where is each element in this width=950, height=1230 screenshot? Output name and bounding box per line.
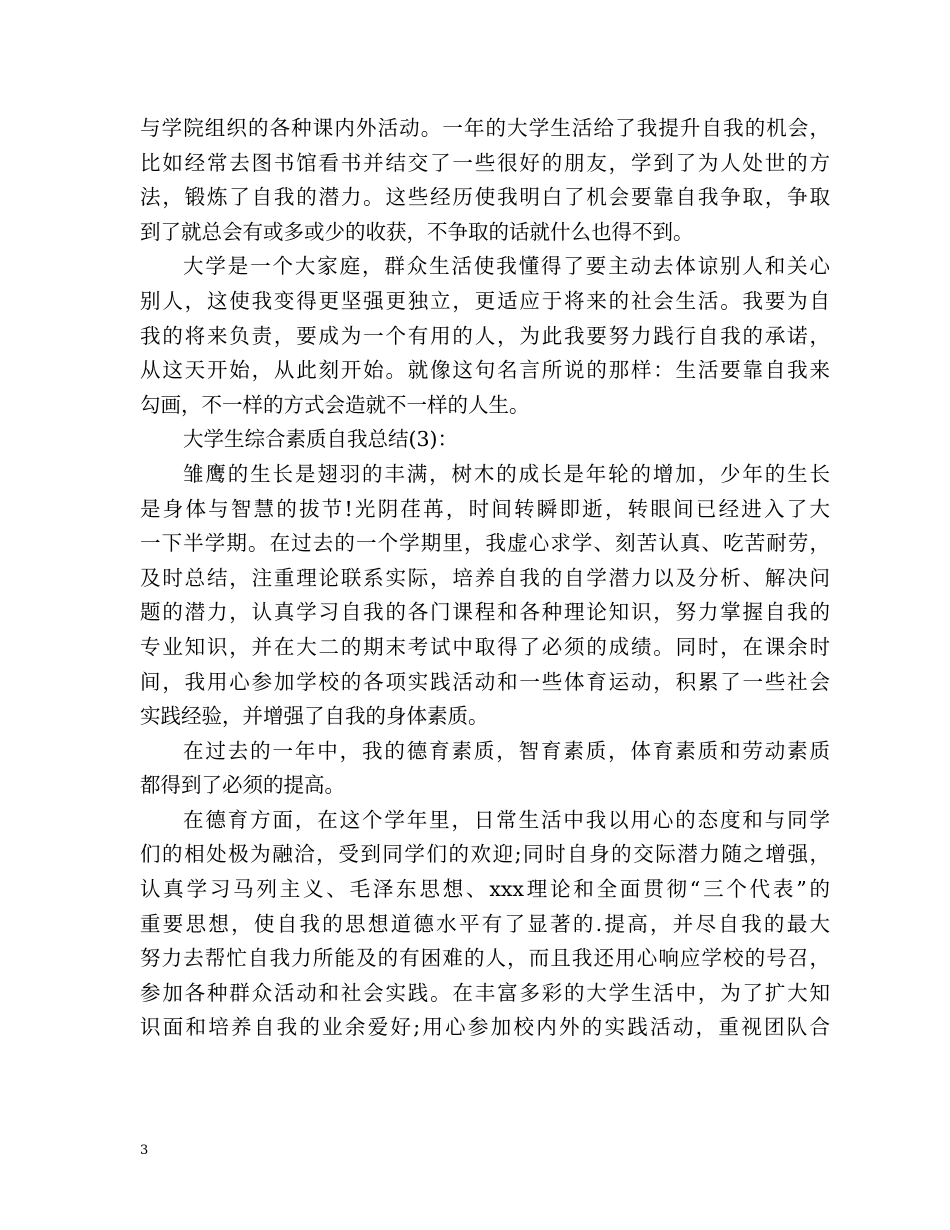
text-line: 间，我用心参加学校的各项实践活动和一些体育运动，积累了一些社会 [140, 669, 830, 694]
text-line: 大学是一个大家庭，群众生活使我懂得了要主动去体谅别人和关心 [183, 254, 830, 279]
text-line: 与学院组织的各种课内外活动。一年的大学生活给了我提升自我的机会， [140, 116, 830, 140]
text-line: 别人，这使我变得更坚强更独立，更适应于将来的社会生活。我要为自 [140, 288, 830, 313]
document-body [140, 111, 830, 1045]
text-line: 是身体与智慧的拔节!光阴荏苒，时间转瞬即逝，转眼间已经进入了大 [140, 496, 830, 521]
text-line: 都得到了必须的提高。 [140, 773, 345, 798]
text-line: 比如经常去图书馆看书并结交了一些很好的朋友，学到了为人处世的方 [140, 150, 830, 175]
text-line: 大学生综合素质自我总结(3)： [183, 427, 459, 452]
text-line: 及时总结，注重理论联系实际，培养自我的自学潜力以及分析、解决问 [140, 565, 830, 590]
text-line: 一下半学期。在过去的一个学期里，我虚心求学、刻苦认真、吃苦耐劳， [140, 531, 830, 556]
text-line: 从这天开始，从此刻开始。就像这句名言所说的那样：生活要靠自我来 [140, 358, 830, 383]
text-line: 我的将来负责，要成为一个有用的人，为此我要努力践行自我的承诺， [140, 323, 830, 348]
text-line: 到了就总会有或多或少的收获，不争取的话就什么也得不到。 [140, 219, 694, 244]
text-line: 在德育方面，在这个学年里，日常生活中我以用心的态度和与同学 [183, 807, 830, 832]
text-line: 雏鹰的生长是翅羽的丰满，树木的成长是年轮的增加，少年的生长 [183, 461, 830, 486]
text-line: 们的相处极为融洽，受到同学们的欢迎;同时自身的交际潜力随之增强， [140, 842, 830, 867]
text-line: 识面和培养自我的业余爱好;用心参加校内外的实践活动，重视团队合 [140, 1015, 830, 1040]
text-line: 勾画，不一样的方式会造就不一样的人生。 [140, 392, 530, 417]
page-number: 3 [140, 1143, 149, 1158]
text-line: 认真学习马列主义、毛泽东思想、xxx理论和全面贯彻“三个代表”的 [140, 877, 830, 902]
text-line: 努力去帮忙自我力所能及的有困难的人，而且我还用心响应学校的号召， [140, 946, 830, 971]
text-line: 法，锻炼了自我的潜力。这些经历使我明白了机会要靠自我争取，争取 [140, 185, 830, 210]
text-line: 参加各种群众活动和社会实践。在丰富多彩的大学生活中，为了扩大知 [140, 980, 830, 1005]
text-line: 重要思想，使自我的思想道德水平有了显著的.提高，并尽自我的最大 [140, 911, 830, 936]
text-line: 在过去的一年中，我的德育素质，智育素质，体育素质和劳动素质 [183, 738, 830, 763]
text-line: 题的潜力，认真学习自我的各门课程和各种理论知识，努力掌握自我的 [140, 600, 830, 625]
text-line: 专业知识，并在大二的期末考试中取得了必须的成绩。同时，在课余时 [140, 634, 830, 659]
text-line: 实践经验，并增强了自我的身体素质。 [140, 704, 489, 729]
